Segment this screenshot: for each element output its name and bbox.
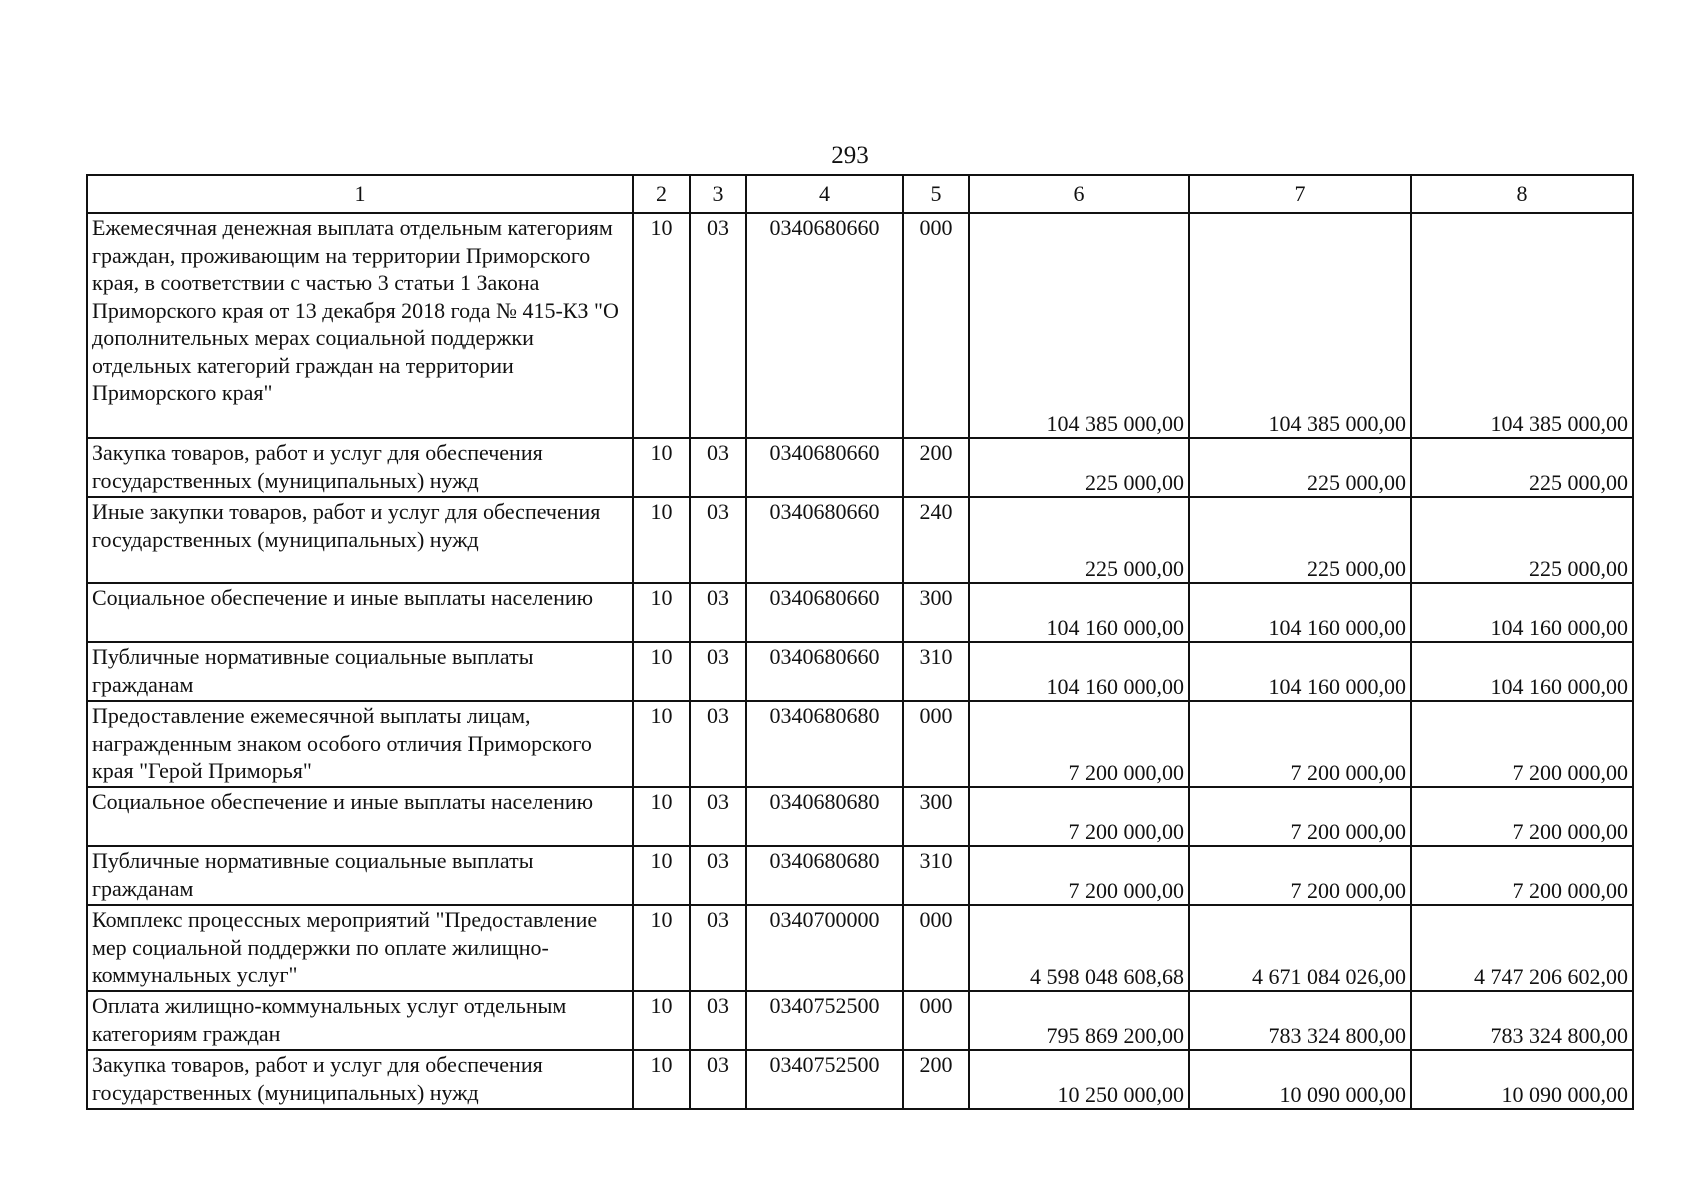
row-name: Социальное обеспечение и иные выплаты населению bbox=[87, 583, 633, 642]
expense-type-code: 000 bbox=[903, 213, 969, 438]
amount-col-8: 104 160 000,00 bbox=[1411, 642, 1633, 701]
amount-col-8: 7 200 000,00 bbox=[1411, 846, 1633, 905]
table-row bbox=[87, 213, 1633, 438]
row-name: Комплекс процессных мероприятий "Предоставление мер социальной поддержки по оплате жилищно-коммунальных услуг" bbox=[87, 905, 633, 991]
expense-type-code: 000 bbox=[903, 991, 969, 1050]
row-name: Социальное обеспечение и иные выплаты населению bbox=[87, 787, 633, 846]
amount-col-7: 225 000,00 bbox=[1189, 497, 1411, 583]
table-body bbox=[87, 213, 1633, 1109]
section-code: 10 bbox=[633, 991, 690, 1050]
amount-col-8: 7 200 000,00 bbox=[1411, 787, 1633, 846]
expense-type-code: 300 bbox=[903, 787, 969, 846]
amount-col-7: 4 671 084 026,00 bbox=[1189, 905, 1411, 991]
target-article-code: 0340680660 bbox=[746, 583, 903, 642]
table-row bbox=[87, 701, 1633, 787]
subsection-code: 03 bbox=[690, 213, 746, 438]
table-row bbox=[87, 1050, 1633, 1109]
amount-col-7: 104 160 000,00 bbox=[1189, 583, 1411, 642]
amount-col-7: 7 200 000,00 bbox=[1189, 787, 1411, 846]
section-code: 10 bbox=[633, 787, 690, 846]
subsection-code: 03 bbox=[690, 583, 746, 642]
amount-col-8: 4 747 206 602,00 bbox=[1411, 905, 1633, 991]
amount-col-6: 225 000,00 bbox=[969, 438, 1189, 497]
amount-col-6: 7 200 000,00 bbox=[969, 701, 1189, 787]
row-name: Закупка товаров, работ и услуг для обеспечения государственных (муниципальных) нужд bbox=[87, 438, 633, 497]
amount-col-6: 10 250 000,00 bbox=[969, 1050, 1189, 1109]
amount-col-6: 7 200 000,00 bbox=[969, 846, 1189, 905]
section-code: 10 bbox=[633, 438, 690, 497]
column-header: 8 bbox=[1411, 175, 1633, 213]
amount-col-6: 795 869 200,00 bbox=[969, 991, 1189, 1050]
row-name: Ежемесячная денежная выплата отдельным категориям граждан, проживающим на территории Приморского края, в соответствии с частью 3 статьи 1 Закона Приморского края от 13 декабря 2018 года № 415-КЗ "О дополнительных мерах социальной поддержки отдельных категорий граждан на территории Приморского края" bbox=[87, 213, 633, 438]
expense-type-code: 310 bbox=[903, 642, 969, 701]
section-code: 10 bbox=[633, 583, 690, 642]
subsection-code: 03 bbox=[690, 642, 746, 701]
expense-type-code: 200 bbox=[903, 1050, 969, 1109]
row-name: Публичные нормативные социальные выплаты гражданам bbox=[87, 846, 633, 905]
subsection-code: 03 bbox=[690, 846, 746, 905]
amount-col-6: 225 000,00 bbox=[969, 497, 1189, 583]
table-header-row bbox=[87, 175, 1633, 213]
row-name: Предоставление ежемесячной выплаты лицам, награжденным знаком особого отличия Приморского края "Герой Приморья" bbox=[87, 701, 633, 787]
section-code: 10 bbox=[633, 213, 690, 438]
amount-col-8: 783 324 800,00 bbox=[1411, 991, 1633, 1050]
table-row bbox=[87, 583, 1633, 642]
target-article-code: 0340680660 bbox=[746, 642, 903, 701]
table-row bbox=[87, 905, 1633, 991]
row-name: Иные закупки товаров, работ и услуг для обеспечения государственных (муниципальных) нужд bbox=[87, 497, 633, 583]
amount-col-6: 104 160 000,00 bbox=[969, 583, 1189, 642]
target-article-code: 0340752500 bbox=[746, 991, 903, 1050]
section-code: 10 bbox=[633, 905, 690, 991]
column-header: 3 bbox=[690, 175, 746, 213]
amount-col-6: 104 385 000,00 bbox=[969, 213, 1189, 438]
table-row bbox=[87, 846, 1633, 905]
table-row bbox=[87, 497, 1633, 583]
subsection-code: 03 bbox=[690, 497, 746, 583]
section-code: 10 bbox=[633, 846, 690, 905]
column-header: 1 bbox=[87, 175, 633, 213]
amount-col-8: 104 385 000,00 bbox=[1411, 213, 1633, 438]
budget-table bbox=[86, 174, 1634, 1110]
table-row bbox=[87, 438, 1633, 497]
amount-col-7: 7 200 000,00 bbox=[1189, 846, 1411, 905]
amount-col-7: 225 000,00 bbox=[1189, 438, 1411, 497]
subsection-code: 03 bbox=[690, 905, 746, 991]
section-code: 10 bbox=[633, 642, 690, 701]
target-article-code: 0340680680 bbox=[746, 846, 903, 905]
target-article-code: 0340680660 bbox=[746, 497, 903, 583]
subsection-code: 03 bbox=[690, 1050, 746, 1109]
row-name: Оплата жилищно-коммунальных услуг отдельным категориям граждан bbox=[87, 991, 633, 1050]
amount-col-8: 225 000,00 bbox=[1411, 438, 1633, 497]
amount-col-6: 4 598 048 608,68 bbox=[969, 905, 1189, 991]
target-article-code: 0340700000 bbox=[746, 905, 903, 991]
column-header: 6 bbox=[969, 175, 1189, 213]
table-row bbox=[87, 787, 1633, 846]
target-article-code: 0340680680 bbox=[746, 787, 903, 846]
subsection-code: 03 bbox=[690, 438, 746, 497]
subsection-code: 03 bbox=[690, 701, 746, 787]
amount-col-8: 225 000,00 bbox=[1411, 497, 1633, 583]
target-article-code: 0340680680 bbox=[746, 701, 903, 787]
expense-type-code: 300 bbox=[903, 583, 969, 642]
row-name: Публичные нормативные социальные выплаты гражданам bbox=[87, 642, 633, 701]
amount-col-6: 104 160 000,00 bbox=[969, 642, 1189, 701]
section-code: 10 bbox=[633, 1050, 690, 1109]
page-number: 293 bbox=[831, 142, 869, 169]
column-header: 4 bbox=[746, 175, 903, 213]
amount-col-6: 7 200 000,00 bbox=[969, 787, 1189, 846]
expense-type-code: 240 bbox=[903, 497, 969, 583]
target-article-code: 0340752500 bbox=[746, 1050, 903, 1109]
target-article-code: 0340680660 bbox=[746, 438, 903, 497]
amount-col-7: 10 090 000,00 bbox=[1189, 1050, 1411, 1109]
expense-type-code: 200 bbox=[903, 438, 969, 497]
column-header: 2 bbox=[633, 175, 690, 213]
amount-col-8: 10 090 000,00 bbox=[1411, 1050, 1633, 1109]
table-row bbox=[87, 991, 1633, 1050]
amount-col-8: 7 200 000,00 bbox=[1411, 701, 1633, 787]
amount-col-7: 7 200 000,00 bbox=[1189, 701, 1411, 787]
column-header: 7 bbox=[1189, 175, 1411, 213]
expense-type-code: 000 bbox=[903, 701, 969, 787]
table-row bbox=[87, 642, 1633, 701]
expense-type-code: 000 bbox=[903, 905, 969, 991]
row-name: Закупка товаров, работ и услуг для обеспечения государственных (муниципальных) нужд bbox=[87, 1050, 633, 1109]
amount-col-8: 104 160 000,00 bbox=[1411, 583, 1633, 642]
expense-type-code: 310 bbox=[903, 846, 969, 905]
section-code: 10 bbox=[633, 497, 690, 583]
target-article-code: 0340680660 bbox=[746, 213, 903, 438]
subsection-code: 03 bbox=[690, 787, 746, 846]
amount-col-7: 104 160 000,00 bbox=[1189, 642, 1411, 701]
amount-col-7: 104 385 000,00 bbox=[1189, 213, 1411, 438]
section-code: 10 bbox=[633, 701, 690, 787]
column-header: 5 bbox=[903, 175, 969, 213]
amount-col-7: 783 324 800,00 bbox=[1189, 991, 1411, 1050]
subsection-code: 03 bbox=[690, 991, 746, 1050]
